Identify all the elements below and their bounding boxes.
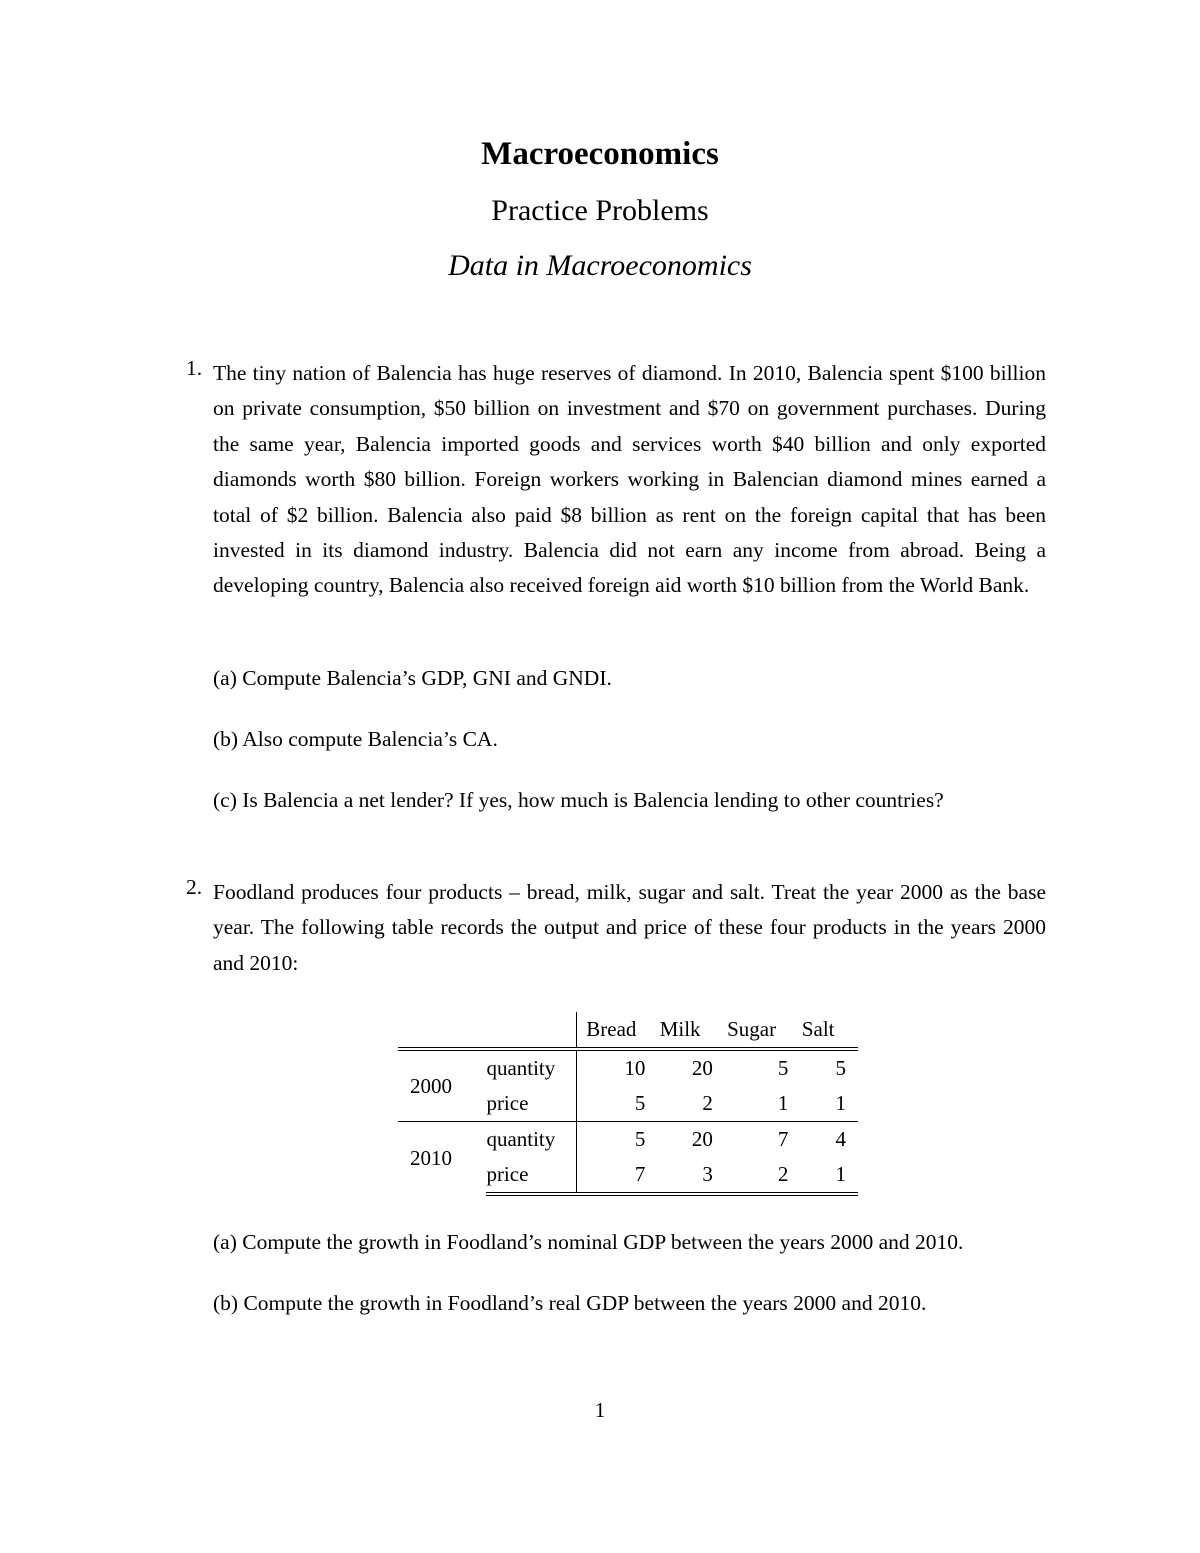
table-cell: 4	[790, 1122, 858, 1158]
table-cell: 2	[715, 1157, 790, 1194]
row-label: quantity	[486, 1122, 576, 1158]
table-cell: 1	[790, 1157, 858, 1194]
problem-2	[186, 875, 1046, 981]
table-row	[398, 1122, 858, 1158]
column-header: Salt	[801, 1017, 835, 1041]
column-header: Milk	[659, 1017, 701, 1041]
problem-number: 2.	[186, 875, 203, 899]
problem-1-part-a: (a) Compute Balencia’s GDP, GNI and GNDI.	[213, 666, 612, 690]
table-cell: 5	[577, 1122, 648, 1158]
year-cell: 2010	[398, 1122, 486, 1195]
row-label: quantity	[486, 1049, 576, 1086]
page-title: Macroeconomics	[481, 136, 719, 172]
column-header: Bread	[586, 1017, 637, 1041]
problem-2-part-a: (a) Compute the growth in Foodland’s nominal GDP between the years 2000 and 2010.	[213, 1230, 964, 1254]
table-cell: 2	[702, 1091, 713, 1115]
table-cell: 20	[647, 1122, 714, 1158]
table-cell: 7	[577, 1157, 648, 1194]
problem-number: 1.	[186, 356, 203, 380]
problem-1-part-c: (c) Is Balencia a net lender? If yes, how much is Balencia lending to other countries?	[213, 788, 944, 812]
problem-1	[186, 356, 1046, 604]
row-label: price	[486, 1086, 576, 1122]
column-header: Sugar	[727, 1017, 777, 1041]
table-cell: 7	[715, 1122, 790, 1158]
data-table	[398, 1012, 858, 1196]
table-cell: 1	[835, 1091, 846, 1115]
table-cell: 3	[647, 1157, 714, 1194]
table-row	[398, 1049, 858, 1086]
table-cell: 5	[715, 1049, 790, 1086]
table-cell: 20	[647, 1049, 714, 1086]
year-cell: 2000	[398, 1049, 486, 1122]
table-cell: 1	[777, 1091, 789, 1115]
table-cell: 10	[577, 1049, 648, 1086]
page-number: 1	[594, 1398, 606, 1422]
table-cell: 5	[790, 1049, 858, 1086]
problem-text: The tiny nation of Balencia has huge reserves of diamond. In 2010, Balencia spent $100 billion on private consumption, $50 billion on investment and $70 on government purchases. During the same year, Balencia imported goods and services worth $40 billion and only exported diamonds worth $80 billion. Foreign workers working in Balencian diamond mines earned a total of $2 billion. Balencia also paid $8 billion as rent on the foreign capital that has been invested in its diamond industry. Balencia did not earn any income from abroad. Being a developing country, Balencia also received foreign aid worth $10 billion from the World Bank.	[213, 361, 1046, 598]
problem-text: Foodland produces four products – bread, milk, sugar and salt. Treat the year 2000 as the base year. The following table records the output and price of these four products in the years 2000 and 2010:	[213, 880, 1046, 975]
row-label: price	[486, 1157, 576, 1194]
page-subtitle: Practice Problems	[491, 194, 709, 227]
problem-2-part-b: (b) Compute the growth in Foodland’s real GDP between the years 2000 and 2010.	[213, 1291, 927, 1315]
table-header-row	[398, 1012, 858, 1049]
problem-1-part-b: (b) Also compute Balencia’s CA.	[213, 727, 498, 751]
page-topic: Data in Macroeconomics	[448, 249, 752, 282]
table-cell: 5	[634, 1091, 646, 1115]
